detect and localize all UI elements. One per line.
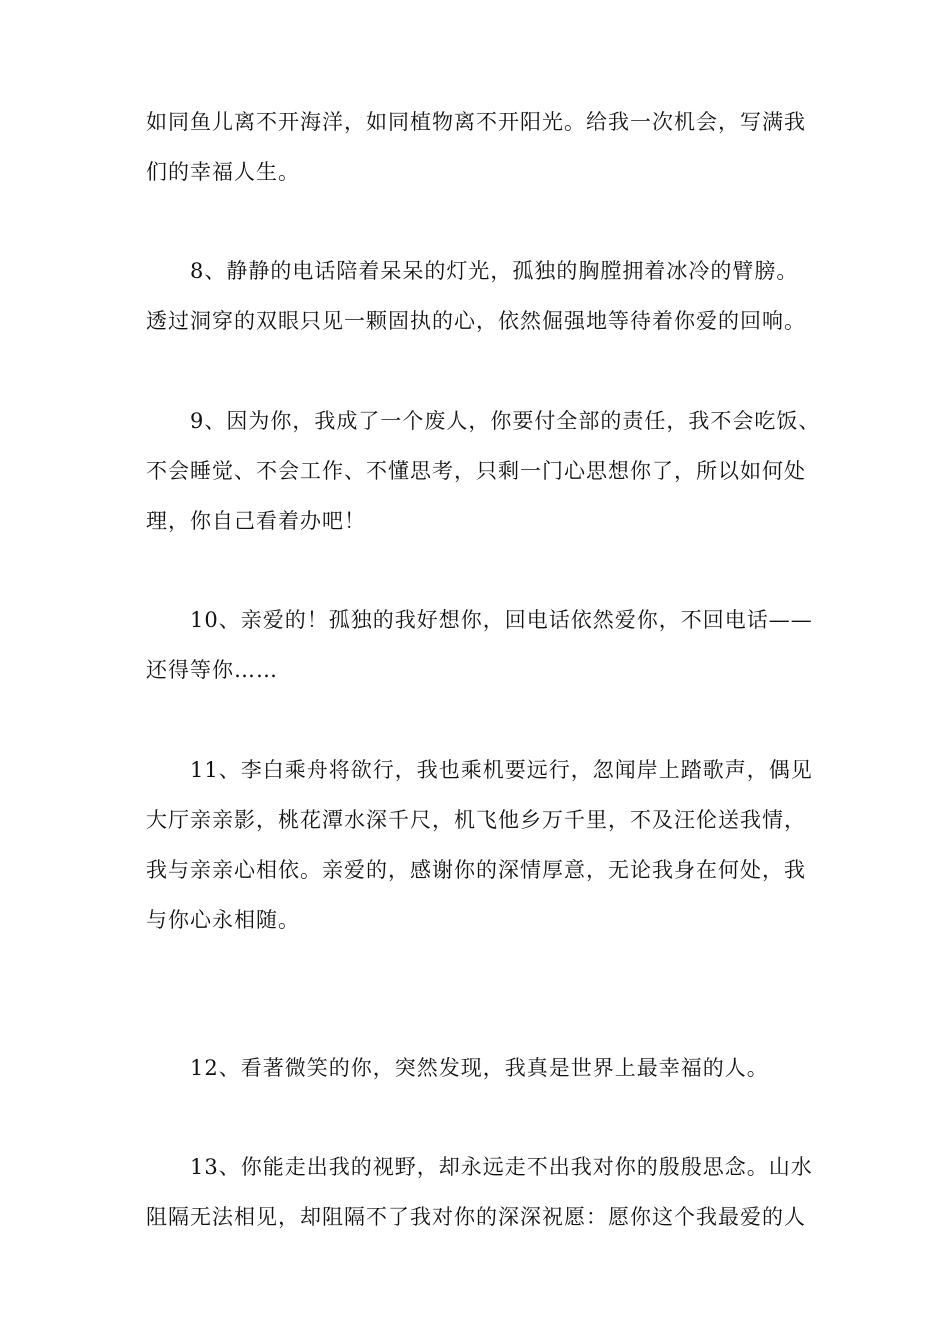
text-line: 10、亲爱的！孤独的我好想你，回电话依然爱你，不回电话—— (146, 608, 813, 632)
text-line: 们的幸福人生。 (146, 160, 300, 184)
text-line: 透过洞穿的双眼只见一颗固执的心，依然倔强地等待着你爱的回响。 (146, 309, 806, 333)
paragraph-item-8 (146, 246, 816, 346)
text-line: 阻隔无法相见，却阻隔不了我对你的深深祝愿：愿你这个我最爱的人 (146, 1205, 806, 1229)
text-line: 如同鱼儿离不开海洋，如同植物离不开阳光。给我一次机会，写满我 (146, 110, 806, 134)
paragraph-item-11 (146, 745, 816, 945)
text-line: 9、因为你，我成了一个废人，你要付全部的责任，我不会吃饭、 (146, 409, 821, 433)
text-line: 与你心永相随。 (146, 908, 300, 932)
text-line: 大厅亲亲影，桃花潭水深千尺，机飞他乡万千里，不及汪伦送我情， (146, 808, 806, 832)
text-line: 还得等你…… (146, 658, 278, 682)
paragraph-item-10 (146, 595, 816, 695)
text-line: 我与亲亲心相依。亲爱的，感谢你的深情厚意，无论我身在何处，我 (146, 858, 806, 882)
text-line: 13、你能走出我的视野，却永远走不出我对你的殷殷思念。山水 (146, 1155, 813, 1179)
paragraph-item-12 (146, 1043, 816, 1093)
paragraph-item-9 (146, 396, 821, 546)
text-line: 8、静静的电话陪着呆呆的灯光，孤独的胸膛拥着冰冷的臂膀。 (146, 259, 799, 283)
text-line: 12、看著微笑的你，突然发现，我真是世界上最幸福的人。 (146, 1056, 769, 1080)
paragraph-continuation (146, 97, 816, 197)
text-line: 不会睡觉、不会工作、不懂思考，只剩一门心思想你了，所以如何处 (146, 459, 806, 483)
text-line: 理，你自己看着办吧！ (146, 509, 366, 533)
paragraph-item-13 (146, 1142, 816, 1242)
text-line: 11、李白乘舟将欲行，我也乘机要远行，忽闻岸上踏歌声，偶见 (146, 758, 813, 782)
